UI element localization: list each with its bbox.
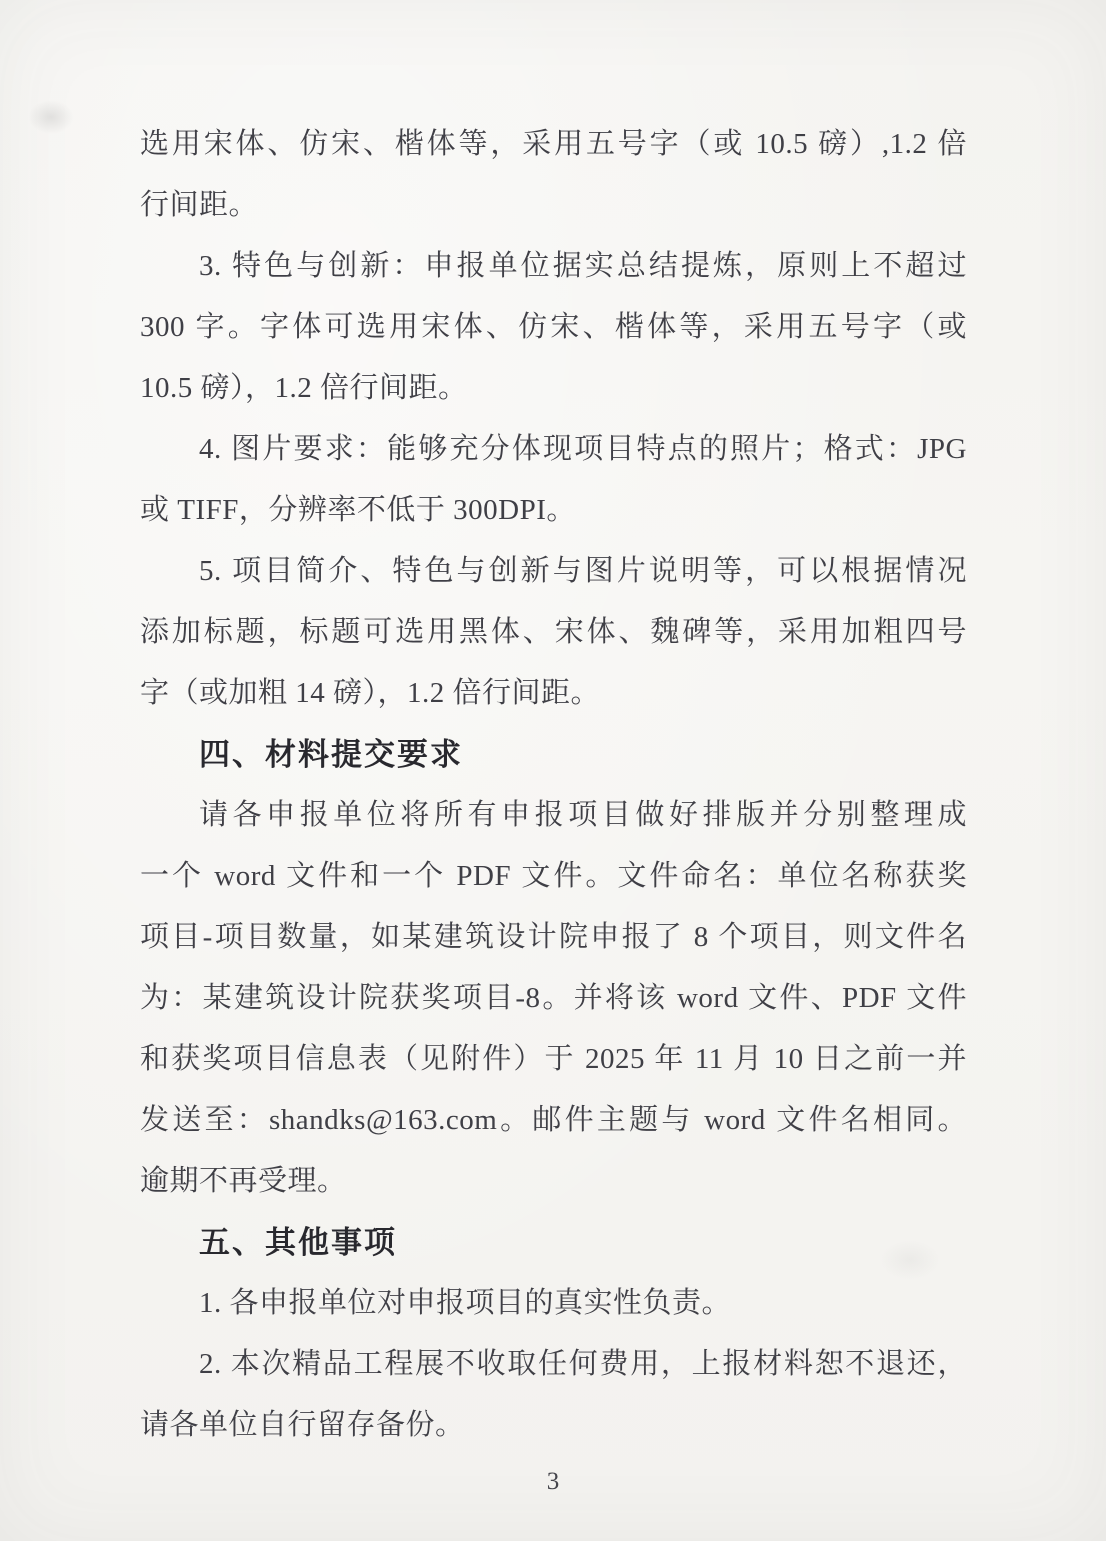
text-line: 为：某建筑设计院获奖项目-8。并将该 word 文件、PDF 文件 xyxy=(140,982,967,1014)
page-number: 3 xyxy=(546,1468,560,1495)
text-line: 一个 word 文件和一个 PDF 文件。文件命名：单位名称获奖 xyxy=(140,860,967,892)
list-item-2: 2. 本次精品工程展不收取任何费用，上报材料恕不退还， xyxy=(199,1348,967,1380)
list-item-3: 3. 特色与创新：申报单位据实总结提炼，原则上不超过 xyxy=(199,250,967,282)
section-heading-4: 四、材料提交要求 xyxy=(199,737,463,772)
text-line: 请各申报单位将所有申报项目做好排版并分别整理成 xyxy=(199,799,967,831)
text-line: 字（或加粗 14 磅），1.2 倍行间距。 xyxy=(140,677,601,709)
section-heading-5: 五、其他事项 xyxy=(199,1225,397,1260)
list-item-4: 4. 图片要求：能够充分体现项目特点的照片；格式：JPG xyxy=(199,433,967,465)
list-item-1: 1. 各申报单位对申报项目的真实性负责。 xyxy=(199,1287,732,1319)
text-line: 10.5 磅），1.2 倍行间距。 xyxy=(140,372,468,404)
document-body xyxy=(140,114,967,1456)
scan-smudge xyxy=(28,100,74,134)
email-line: 发送至：shandks@163.com。邮件主题与 word 文件名相同。 xyxy=(140,1104,967,1136)
text-line: 逾期不再受理。 xyxy=(140,1165,347,1197)
text-line: 行间距。 xyxy=(140,189,259,221)
text-line: 选用宋体、仿宋、楷体等，采用五号字（或 10.5 磅）,1.2 倍 xyxy=(140,128,967,160)
text-line: 300 字。字体可选用宋体、仿宋、楷体等，采用五号字（或 xyxy=(140,311,967,343)
text-line: 添加标题，标题可选用黑体、宋体、魏碑等，采用加粗四号 xyxy=(140,616,967,648)
text-line: 或 TIFF，分辨率不低于 300DPI。 xyxy=(140,494,576,526)
text-line: 和获奖项目信息表（见附件）于 2025 年 11 月 10 日之前一并 xyxy=(140,1043,967,1075)
text-line: 项目-项目数量，如某建筑设计院申报了 8 个项目，则文件名 xyxy=(140,921,967,953)
list-item-5: 5. 项目简介、特色与创新与图片说明等，可以根据情况 xyxy=(199,555,967,587)
text-line: 请各单位自行留存备份。 xyxy=(140,1409,465,1441)
